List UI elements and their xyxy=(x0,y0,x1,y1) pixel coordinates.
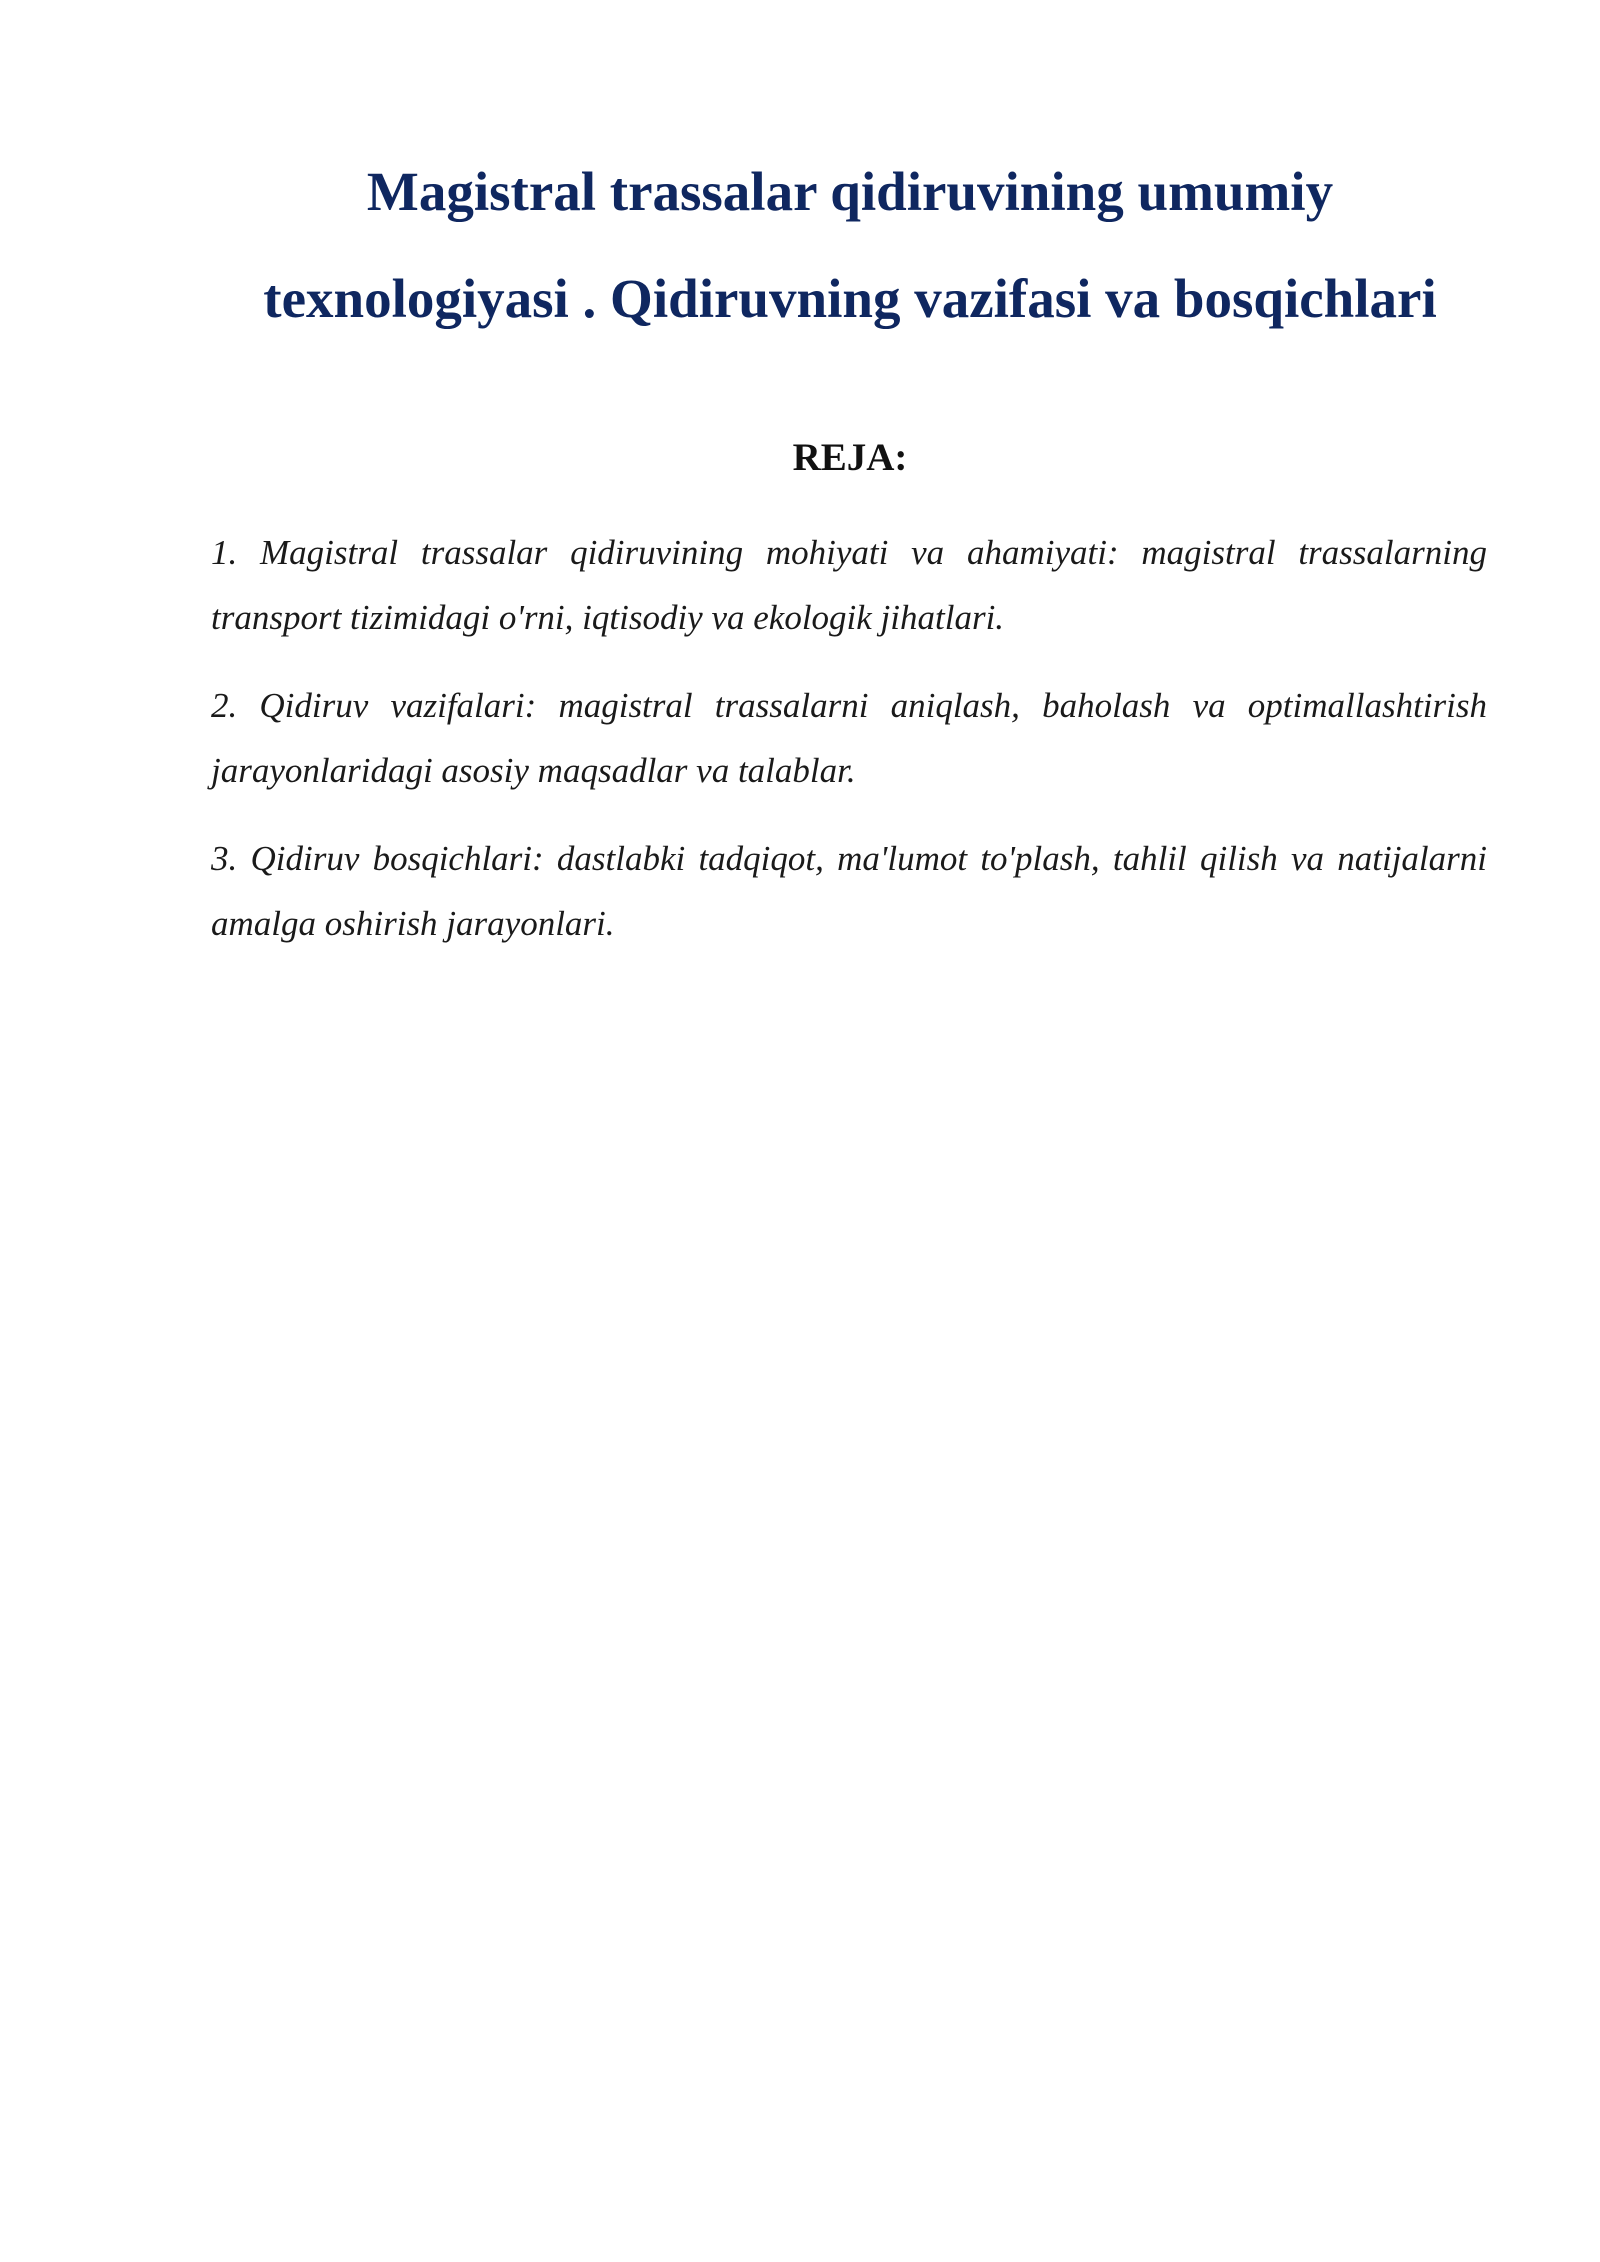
plan-item-1: 1. Magistral trassalar qidiruvining mohiyati va ahamiyati: magistral trassalarning transport tizimidagi o'rni, iqtisodiy va ekologik jihatlari. xyxy=(211,533,1487,637)
title-line-1: Magistral trassalar qidiruvining umumiy xyxy=(366,161,1334,222)
plan-heading: REJA: xyxy=(792,436,908,479)
plan-item-3: 3. Qidiruv bosqichlari: dastlabki tadqiqot, ma'lumot to'plash, tahlil qilish va natijalarni amalga oshirish jarayonlari. xyxy=(211,839,1487,943)
plan-item-2: 2. Qidiruv vazifalari: magistral trassalarni aniqlash, baholash va optimallashtirish jarayonlaridagi asosiy maqsadlar va talablar. xyxy=(211,686,1487,790)
plan-list xyxy=(211,520,1487,979)
document-title xyxy=(200,138,1500,352)
title-line-2: texnologiyasi . Qidiruvning vazifasi va bosqichlari xyxy=(263,268,1437,329)
